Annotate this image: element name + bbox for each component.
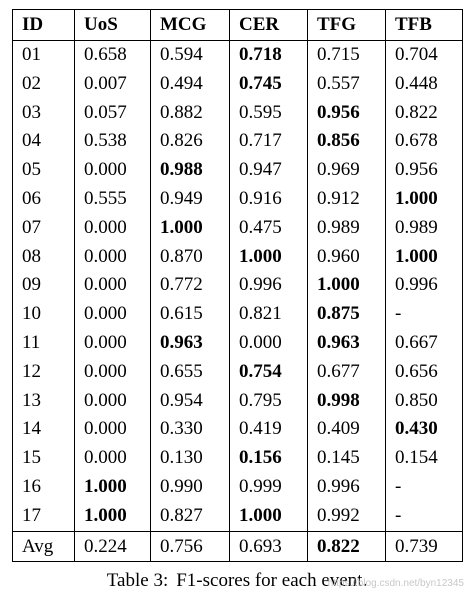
table-row <box>13 243 463 272</box>
id-cell: 15 <box>13 444 75 473</box>
table-row <box>13 99 463 128</box>
id-cell: 01 <box>13 41 75 70</box>
tfg-cell: 0.145 <box>308 444 386 473</box>
id-cell: 08 <box>13 243 75 272</box>
tfg-cell: 0.996 <box>308 473 386 502</box>
uos-cell: 0.000 <box>75 329 151 358</box>
id-cell: 12 <box>13 358 75 387</box>
mcg-cell: 0.615 <box>151 300 230 329</box>
table-row <box>13 444 463 473</box>
cer-cell: 1.000 <box>230 502 308 531</box>
uos-cell: 0.000 <box>75 243 151 272</box>
footer-id-cell: Avg <box>13 531 75 561</box>
table-row <box>13 358 463 387</box>
mcg-cell: 0.330 <box>151 415 230 444</box>
cer-cell: 0.000 <box>230 329 308 358</box>
table-row <box>13 214 463 243</box>
tfb-cell: 1.000 <box>386 185 463 214</box>
tfb-cell: 0.667 <box>386 329 463 358</box>
cer-cell: 0.821 <box>230 300 308 329</box>
uos-cell: 0.000 <box>75 444 151 473</box>
tfg-cell: 0.960 <box>308 243 386 272</box>
id-cell: 05 <box>13 156 75 185</box>
id-cell: 06 <box>13 185 75 214</box>
table-row <box>13 41 463 70</box>
header-mcg: MCG <box>151 10 230 41</box>
cer-cell: 0.156 <box>230 444 308 473</box>
mcg-cell: 0.494 <box>151 70 230 99</box>
id-cell: 07 <box>13 214 75 243</box>
tfg-cell: 0.875 <box>308 300 386 329</box>
caption-label: Table 3: <box>106 570 169 591</box>
average-row <box>13 531 463 561</box>
mcg-cell: 0.772 <box>151 271 230 300</box>
uos-cell: 0.000 <box>75 387 151 416</box>
caption-text: F1-scores for each event. <box>176 570 368 591</box>
table-footer <box>13 531 463 561</box>
tfb-cell: 0.154 <box>386 444 463 473</box>
uos-cell: 0.007 <box>75 70 151 99</box>
cer-cell: 0.419 <box>230 415 308 444</box>
table-row <box>13 387 463 416</box>
mcg-cell: 0.826 <box>151 127 230 156</box>
id-cell: 09 <box>13 271 75 300</box>
uos-cell: 0.000 <box>75 415 151 444</box>
header-tfg: TFG <box>308 10 386 41</box>
cer-cell: 0.947 <box>230 156 308 185</box>
uos-cell: 0.000 <box>75 300 151 329</box>
id-cell: 10 <box>13 300 75 329</box>
mcg-cell: 0.882 <box>151 99 230 128</box>
cer-cell: 0.717 <box>230 127 308 156</box>
uos-cell: 0.555 <box>75 185 151 214</box>
table-row <box>13 185 463 214</box>
header-row <box>13 10 463 41</box>
tfg-cell: 0.856 <box>308 127 386 156</box>
mcg-cell: 0.949 <box>151 185 230 214</box>
avg-uos-cell: 0.224 <box>75 531 151 561</box>
avg-tfb-cell: 0.739 <box>386 531 463 561</box>
table-row <box>13 271 463 300</box>
tfb-cell: 0.656 <box>386 358 463 387</box>
cer-cell: 0.718 <box>230 41 308 70</box>
cer-cell: 0.996 <box>230 271 308 300</box>
id-cell: 13 <box>13 387 75 416</box>
tfb-cell: 0.448 <box>386 70 463 99</box>
table-row <box>13 300 463 329</box>
tfb-cell: 0.678 <box>386 127 463 156</box>
cer-cell: 0.999 <box>230 473 308 502</box>
mcg-cell: 0.990 <box>151 473 230 502</box>
avg-mcg-cell: 0.756 <box>151 531 230 561</box>
uos-cell: 0.538 <box>75 127 151 156</box>
tfb-cell: 0.850 <box>386 387 463 416</box>
tfg-cell: 0.912 <box>308 185 386 214</box>
results-table-container <box>12 9 462 562</box>
header-tfb: TFB <box>386 10 463 41</box>
tfb-cell: 1.000 <box>386 243 463 272</box>
tfb-cell: - <box>386 300 463 329</box>
id-cell: 14 <box>13 415 75 444</box>
id-cell: 17 <box>13 502 75 531</box>
mcg-cell: 0.988 <box>151 156 230 185</box>
mcg-cell: 1.000 <box>151 214 230 243</box>
cer-cell: 0.475 <box>230 214 308 243</box>
uos-cell: 0.000 <box>75 271 151 300</box>
tfb-cell: 0.704 <box>386 41 463 70</box>
cer-cell: 0.595 <box>230 99 308 128</box>
mcg-cell: 0.827 <box>151 502 230 531</box>
table-row <box>13 473 463 502</box>
table-row <box>13 415 463 444</box>
avg-tfg-cell: 0.822 <box>308 531 386 561</box>
mcg-cell: 0.655 <box>151 358 230 387</box>
tfg-cell: 0.992 <box>308 502 386 531</box>
avg-cer-cell: 0.693 <box>230 531 308 561</box>
tfg-cell: 0.989 <box>308 214 386 243</box>
id-cell: 11 <box>13 329 75 358</box>
id-cell: 03 <box>13 99 75 128</box>
header-cer: CER <box>230 10 308 41</box>
header-uos: UoS <box>75 10 151 41</box>
id-cell: 04 <box>13 127 75 156</box>
tfg-cell: 0.963 <box>308 329 386 358</box>
uos-cell: 0.000 <box>75 358 151 387</box>
header-id: ID <box>13 10 75 41</box>
mcg-cell: 0.870 <box>151 243 230 272</box>
tfb-cell: 0.822 <box>386 99 463 128</box>
table-row <box>13 502 463 531</box>
tfb-cell: - <box>386 473 463 502</box>
table-row <box>13 70 463 99</box>
table-body <box>13 41 463 532</box>
uos-cell: 1.000 <box>75 473 151 502</box>
mcg-cell: 0.594 <box>151 41 230 70</box>
cer-cell: 1.000 <box>230 243 308 272</box>
uos-cell: 0.057 <box>75 99 151 128</box>
tfg-cell: 0.956 <box>308 99 386 128</box>
cer-cell: 0.754 <box>230 358 308 387</box>
tfg-cell: 0.715 <box>308 41 386 70</box>
uos-cell: 0.000 <box>75 156 151 185</box>
table-row <box>13 127 463 156</box>
cer-cell: 0.916 <box>230 185 308 214</box>
tfb-cell: 0.996 <box>386 271 463 300</box>
tfg-cell: 0.677 <box>308 358 386 387</box>
tfg-cell: 0.998 <box>308 387 386 416</box>
id-cell: 16 <box>13 473 75 502</box>
mcg-cell: 0.963 <box>151 329 230 358</box>
watermark: https://blog.csdn.net/byn12345 <box>327 578 464 589</box>
tfg-cell: 0.557 <box>308 70 386 99</box>
tfb-cell: 0.430 <box>386 415 463 444</box>
table-row <box>13 329 463 358</box>
mcg-cell: 0.130 <box>151 444 230 473</box>
tfg-cell: 1.000 <box>308 271 386 300</box>
cer-cell: 0.795 <box>230 387 308 416</box>
table-header <box>13 10 463 41</box>
uos-cell: 0.658 <box>75 41 151 70</box>
tfb-cell: 0.989 <box>386 214 463 243</box>
uos-cell: 1.000 <box>75 502 151 531</box>
uos-cell: 0.000 <box>75 214 151 243</box>
table-row <box>13 156 463 185</box>
cer-cell: 0.745 <box>230 70 308 99</box>
f1-scores-table <box>12 9 463 562</box>
tfg-cell: 0.409 <box>308 415 386 444</box>
tfg-cell: 0.969 <box>308 156 386 185</box>
mcg-cell: 0.954 <box>151 387 230 416</box>
id-cell: 02 <box>13 70 75 99</box>
tfb-cell: - <box>386 502 463 531</box>
tfb-cell: 0.956 <box>386 156 463 185</box>
